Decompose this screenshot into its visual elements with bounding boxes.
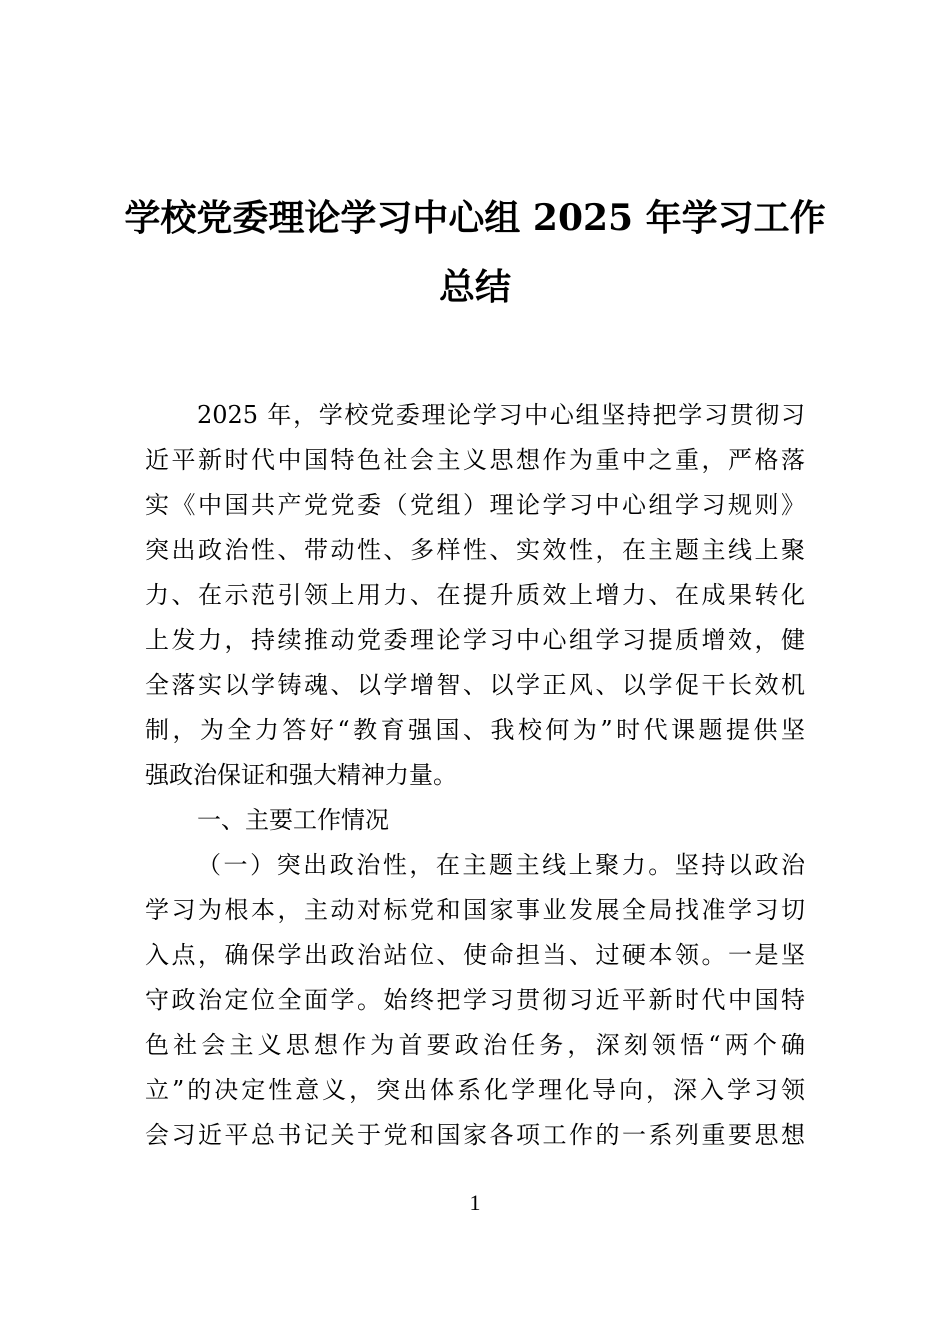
paragraph-1-line: 全落实以学铸魂、以学增智、以学正风、以学促干长效机 bbox=[145, 671, 805, 699]
paragraph-1-line: 突出政治性、带动性、多样性、实效性，在主题主线上聚 bbox=[145, 536, 805, 564]
paragraph-1-line: 近平新时代中国特色社会主义思想作为重中之重，严格落 bbox=[145, 446, 805, 474]
paragraph-1-line: 实《中国共产党党委（党组）理论学习中心组学习规则》 bbox=[145, 491, 805, 519]
paragraph-2-line: （一）突出政治性，在主题主线上聚力。坚持以政治 bbox=[197, 851, 805, 879]
paragraph-1-line: 力、在示范引领上用力、在提升质效上增力、在成果转化 bbox=[145, 581, 805, 609]
paragraph-2-line: 入点，确保学出政治站位、使命担当、过硬本领。一是坚 bbox=[145, 941, 805, 969]
paragraph-2-line: 色社会主义思想作为首要政治任务，深刻领悟“两个确 bbox=[145, 1031, 805, 1059]
document-title-line-2: 总结 bbox=[438, 266, 511, 308]
paragraph-1-line: 2025 年，学校党委理论学习中心组坚持把学习贯彻习 bbox=[197, 401, 805, 429]
paragraph-2-line: 立”的决定性意义，突出体系化学理化导向，深入学习领 bbox=[145, 1076, 805, 1104]
section-heading: 一、主要工作情况 bbox=[197, 806, 389, 834]
paragraph-1-line: 制，为全力答好“教育强国、我校何为”时代课题提供坚 bbox=[145, 716, 805, 744]
paragraph-2-line: 会习近平总书记关于党和国家各项工作的一系列重要思想 bbox=[145, 1121, 805, 1149]
paragraph-1-line: 强政治保证和强大精神力量。 bbox=[145, 761, 457, 789]
paragraph-2-line: 学习为根本，主动对标党和国家事业发展全局找准学习切 bbox=[145, 896, 805, 924]
document-title-line-1: 学校党委理论学习中心组 2025 年学习工作 bbox=[124, 197, 826, 239]
paragraph-2-line: 守政治定位全面学。始终把学习贯彻习近平新时代中国特 bbox=[145, 986, 805, 1014]
paragraph-1-line: 上发力，持续推动党委理论学习中心组学习提质增效，健 bbox=[145, 626, 805, 654]
page-number: 1 bbox=[469, 1190, 481, 1215]
